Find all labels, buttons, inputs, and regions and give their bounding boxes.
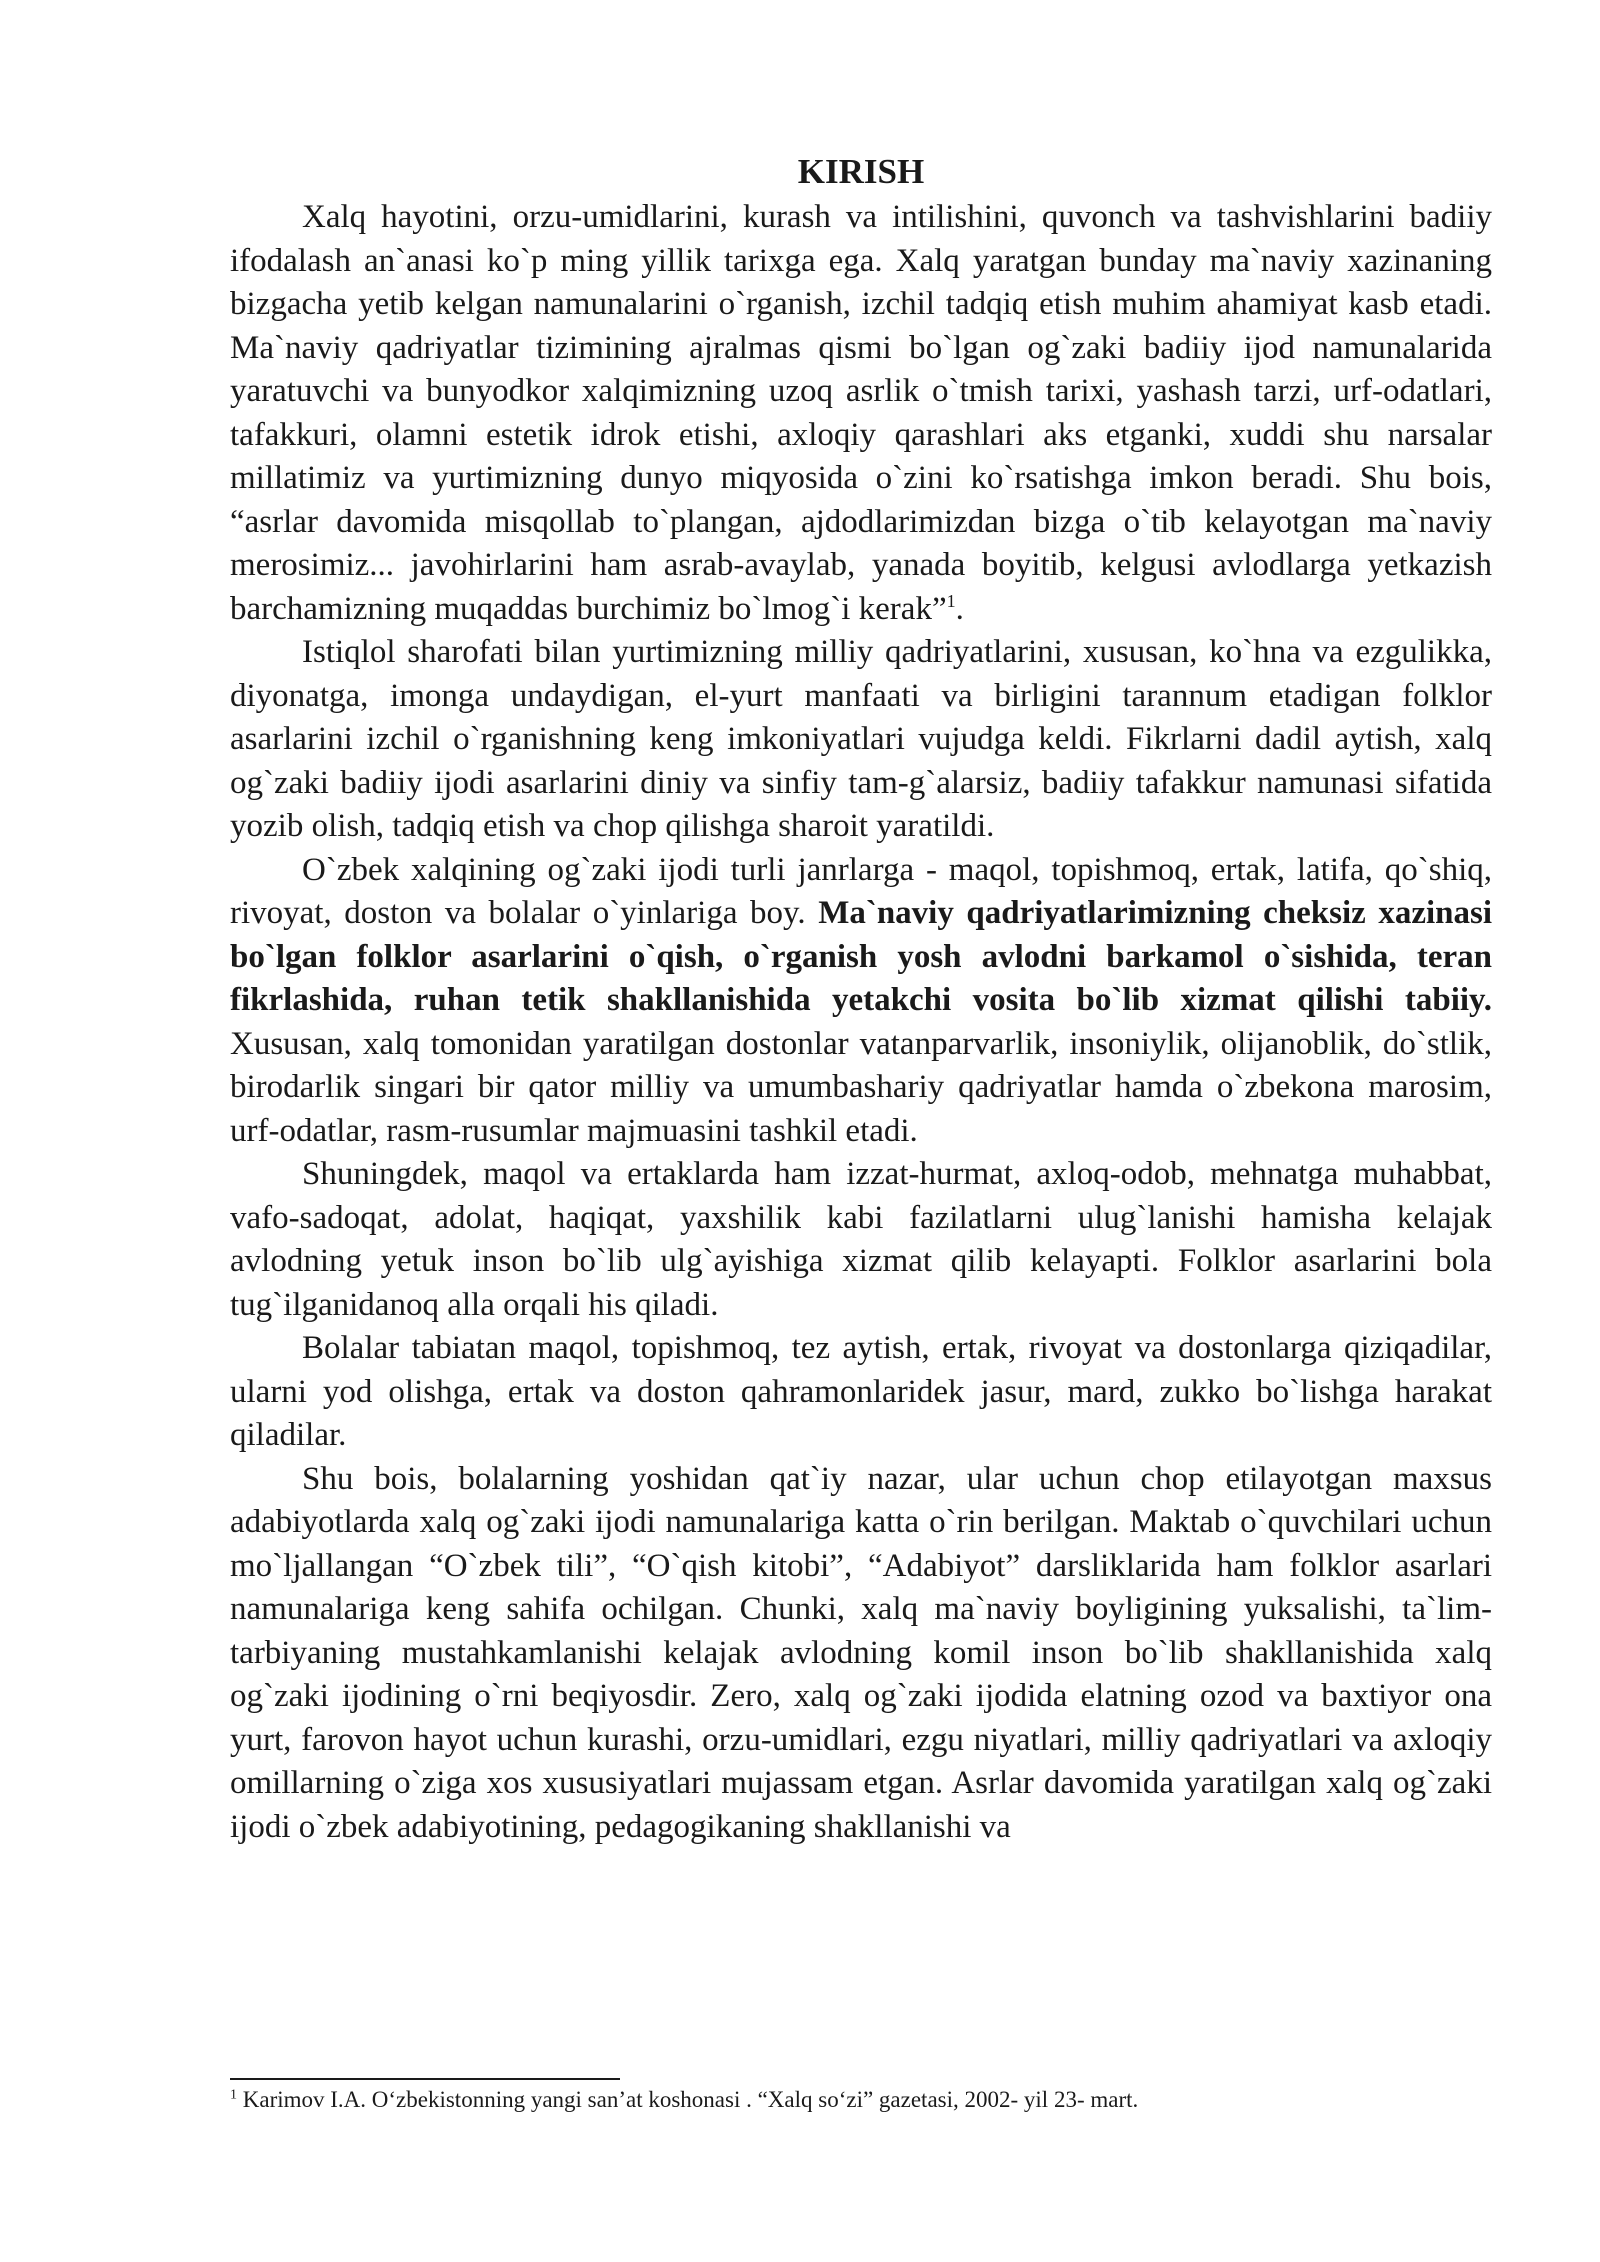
document-title: KIRISH (797, 152, 925, 191)
paragraph-3 (230, 849, 1492, 1154)
paragraph-1-text: Xalq hayotini, orzu-umidlarini, kurash va intilishini, quvonch va tashvishlarini badiiy ifodalash an`anasi ko`p ming yillik tarixga ega. Xalq yaratgan bunday ma`naviy xazinaning bizgacha yetib kelgan namunalarini o`rganish, izchil tadqiq etish muhim ahamiyat kasb etadi. Ma`naviy qadriyatlar tizimining ajralmas qismi bo`lgan og`zaki badiiy ijod namunalarida yaratuvchi va bunyodkor xalqimizning uzoq asrlik o`tmish tarixi, yashash tarzi, urf-odatlari, tafakkuri, olamni estetik idrok etishi, axloqiy qarashlari aks etganki, xuddi shu narsalar millatimiz va yurtimizning dunyo miqyosida o`zini ko`rsatishga imkon beradi. Shu bois, “asrlar davomida misqollab to`plangan, ajdodlarimizdan bizga o`tib kelayotgan ma`naviy merosimiz... javohirlarini ham asrab-avaylab, yanada boyitib, kelgusi avlodlarga yetkazish barchamizning muqaddas burchimiz bo`lmog`i kerak” (230, 199, 1492, 627)
paragraph-1 (230, 196, 1492, 631)
footnote (230, 2085, 1492, 2115)
paragraph-3-bold-statement: Ma`naviy qadriyatlarimizning cheksiz xazinasi bo`lgan folklor asarlarini o`qish, o`rganish yosh avlodni barkamol o`sishida, teran fikrlashida, ruhan tetik shakllanishida yetakchi vosita bo`lib xizmat qilishi tabiiy. (230, 895, 1493, 1018)
footnote-separator (230, 2078, 620, 2080)
footnote-mark: 1 (230, 2087, 237, 2103)
footnote-text: Karimov I.A. O‘zbekistonning yangi san’at koshonasi . “Xalq so‘zi” gazetasi, 2002- yil 23- mart. (237, 2087, 1139, 2112)
paragraph-3-end: Xususan, xalq tomonidan yaratilgan dostonlar vatanparvarlik, insoniylik, olijanoblik, do`stlik, birodarlik singari bir qator milliy va umumbashariy qadriyatlar hamda o`zbekona marosim, urf-odatlar, rasm-rusumlar majmuasini tashkil etadi. (230, 1025, 1492, 1149)
paragraph-1-end: . (955, 590, 964, 627)
paragraph-2: Istiqlol sharofati bilan yurtimizning milliy qadriyatlarini, xususan, ko`hna va ezgulikka, diyonatga, imonga undaydigan, el-yurt manfaati va birligini tarannum etadigan folklor asarlarini izchil o`rganishning keng imkoniyatlari vujudga keldi. Fikrlarni dadil aytish, xalq og`zaki badiiy ijodi asarlarini diniy va sinfiy tam-g`alarsiz, badiiy tafakkur namunasi sifatida yozib olish, tadqiq etish va chop qilishga sharoit yaratildi. (230, 634, 1492, 844)
paragraph-5: Bolalar tabiatan maqol, topishmoq, tez aytish, ertak, rivoyat va dostonlarga qiziqadilar, ularni yod olishga, ertak va doston qahramonlaridek jasur, mard, zukko bo`lishga harakat qiladilar. (230, 1330, 1492, 1453)
paragraph-6: Shu bois, bolalarning yoshidan qat`iy nazar, ular uchun chop etilayotgan maxsus adabiyotlarda xalq og`zaki ijodi namunalariga katta o`rin berilgan. Maktab o`quvchilari uchun mo`ljallangan “O`zbek tili”, “O`qish kitobi”, “Adabiyot” darsliklarida ham folklor asarlari namunalariga keng sahifa ochilgan. Chunki, xalq ma`naviy boyligining yuksalishi, ta`lim-tarbiyaning mustahkamlanishi kelajak avlodning komil inson bo`lib shakllanishida xalq og`zaki ijodining o`rni beqiyosdir. Zero, xalq og`zaki ijodida elatning ozod va baxtiyor ona yurt, farovon hayot uchun kurashi, orzu-umidlari, ezgu niyatlari, milliy qadriyatlari va axloqiy omillarning o`ziga xos xususiyatlari mujassam etgan. Asrlar davomida yaratilgan xalq og`zaki ijodi o`zbek adabiyotining, pedagogikaning shakllanishi va (230, 1460, 1492, 1845)
paragraph-4: Shuningdek, maqol va ertaklarda ham izzat-hurmat, axloq-odob, mehnatga muhabbat, vafo-sadoqat, adolat, haqiqat, yaxshilik kabi fazilatlarni ulug`lanishi hamisha kelajak avlodning yetuk inson bo`lib ulg`ayishiga xizmat qilib kelayapti. Folklor asarlarini bola tug`ilganidanoq alla orqali his qiladi. (230, 1156, 1492, 1323)
footnote-reference[interactable]: 1 (946, 590, 956, 611)
paragraph-3-start: O`zbek xalqining og`zaki ijodi turli janrlarga - maqol, topishmoq, ertak, latifa, qo`shiq, rivoyat, doston va bolalar o`yinlariga boy. (230, 851, 1492, 931)
document-page (230, 150, 1492, 1849)
